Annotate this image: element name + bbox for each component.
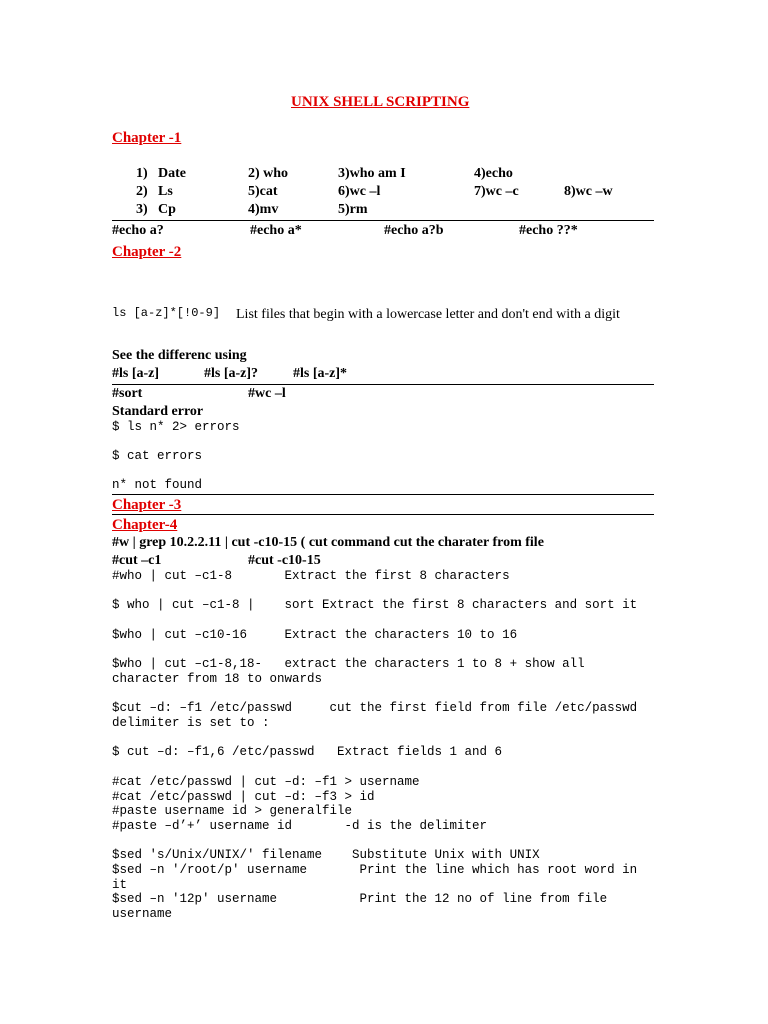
list-item: 5)cat [248, 184, 278, 199]
list-number: 2) [136, 184, 148, 199]
list-item: Ls [158, 184, 173, 199]
code-line: #paste username id > generalfile [112, 804, 353, 818]
code-line: username [112, 907, 173, 921]
code-line: $cut –d: –f1 /etc/passwd cut the first field from file /etc/passwd [112, 701, 638, 715]
grep-command: #w | grep 10.2.2.11 | cut -c10-15 ( cut command cut the charater from file [112, 535, 544, 550]
list-item: 3)who am I [338, 166, 406, 181]
ls-command: ls [a-z]*[!0-9] [112, 306, 221, 320]
divider [112, 494, 654, 495]
code-line: #cat /etc/passwd | cut –d: –f3 > id [112, 790, 375, 804]
echo-example: #echo a? [112, 223, 164, 238]
divider [112, 220, 654, 221]
code-line: $sed –n '/root/p' username Print the line which has root word in [112, 863, 638, 877]
list-item: Cp [158, 202, 176, 217]
list-number: 1) [136, 166, 148, 181]
chapter-1-heading: Chapter -1 [112, 130, 182, 146]
code-line: delimiter is set to : [112, 716, 270, 730]
ls-variant: #ls [a-z] [112, 366, 160, 381]
wc-command: #wc –l [248, 386, 286, 401]
code-line: $sed –n '12p' username Print the 12 no of line from file [112, 892, 608, 906]
chapter-2-heading: Chapter -2 [112, 244, 182, 260]
list-item: 6)wc –l [338, 184, 381, 199]
code-line: it [112, 878, 128, 892]
code-line: $ who | cut –c1-8 | sort Extract the first 8 characters and sort it [112, 598, 638, 612]
list-item: 7)wc –c [474, 184, 519, 199]
code-line: $ cat errors [112, 449, 203, 463]
standard-error-label: Standard error [112, 404, 204, 419]
list-item: Date [158, 166, 186, 181]
ls-description: List files that begin with a lowercase letter and don't end with a digit [236, 307, 620, 322]
cut-c10-command: #cut -c10-15 [248, 553, 321, 568]
code-line: $who | cut –c10-16 Extract the characters 10 to 16 [112, 628, 518, 642]
ls-variant: #ls [a-z]* [293, 366, 348, 381]
echo-example: #echo a?b [384, 223, 444, 238]
list-item: 4)echo [474, 166, 513, 181]
see-difference-label: See the differenc using [112, 348, 247, 363]
code-line: #cat /etc/passwd | cut –d: –f1 > username [112, 775, 420, 789]
list-item: 5)rm [338, 202, 368, 217]
code-line: $ cut –d: –f1,6 /etc/passwd Extract fields 1 and 6 [112, 745, 503, 759]
code-line: $sed 's/Unix/UNIX/' filename Substitute Unix with UNIX [112, 848, 540, 862]
code-line: n* not found [112, 478, 203, 492]
divider [112, 514, 654, 515]
sort-command: #sort [112, 386, 143, 401]
code-line: character from 18 to onwards [112, 672, 323, 686]
code-line: $ ls n* 2> errors [112, 420, 240, 434]
code-line: $who | cut –c1-8,18- extract the characters 1 to 8 + show all [112, 657, 585, 671]
chapter-4-heading: Chapter-4 [112, 517, 178, 533]
code-line: #who | cut –c1-8 Extract the first 8 characters [112, 569, 510, 583]
cut-c1-command: #cut –c1 [112, 553, 162, 568]
divider [112, 384, 654, 385]
code-line: #paste –d’+’ username id -d is the delimiter [112, 819, 488, 833]
page-title: UNIX SHELL SCRIPTING [291, 94, 470, 110]
echo-example: #echo a* [250, 223, 302, 238]
list-item: 2) who [248, 166, 289, 181]
list-number: 3) [136, 202, 148, 217]
ls-variant: #ls [a-z]? [204, 366, 259, 381]
chapter-3-heading: Chapter -3 [112, 497, 182, 513]
echo-example: #echo ??* [519, 223, 578, 238]
list-item: 4)mv [248, 202, 279, 217]
list-item: 8)wc –w [564, 184, 613, 199]
